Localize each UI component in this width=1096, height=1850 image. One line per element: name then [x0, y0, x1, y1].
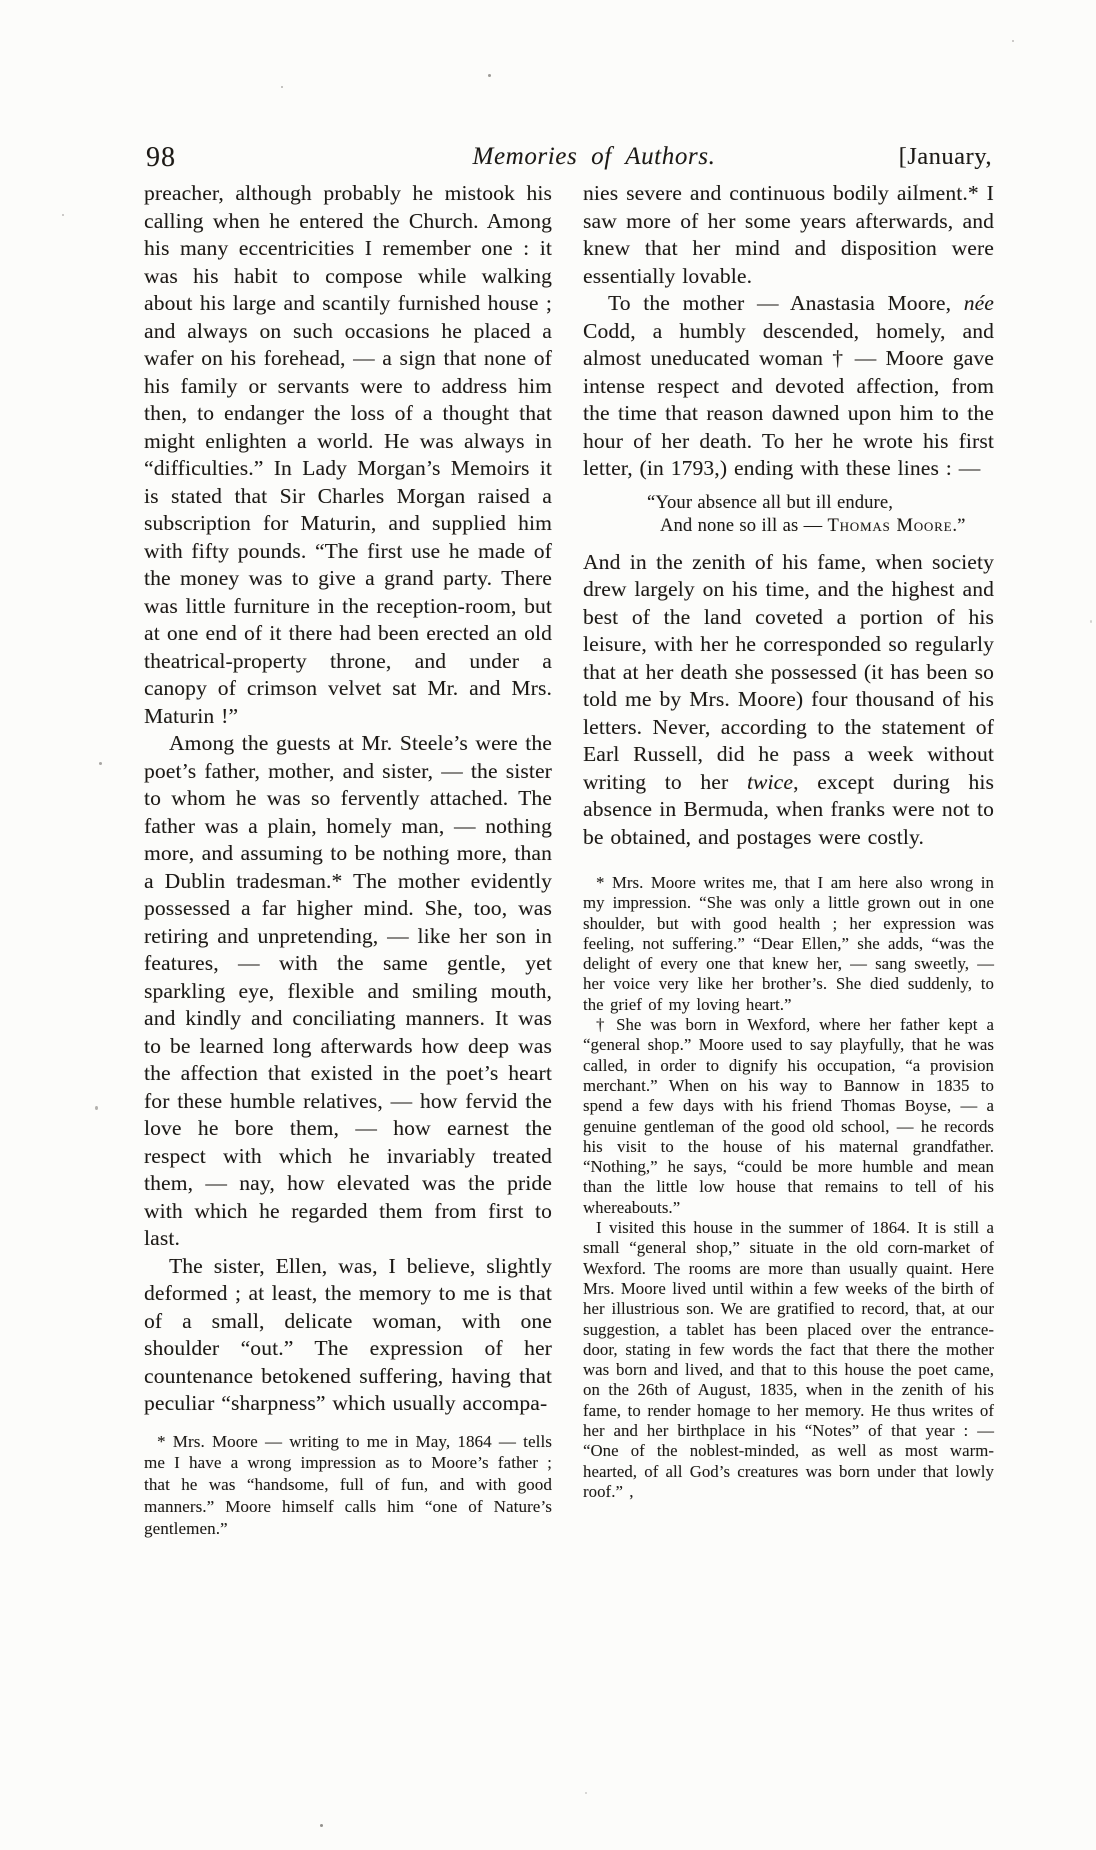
footnote [583, 1015, 994, 1218]
text-run: The sister, Ellen, was, I believe, slightly deformed ; at least, the memory to me is that of a small, delicate woman, with one shoulder “out.” The expression of her countenance betokened suffering, having that peculiar “sharpness” which usually accompa- [144, 1253, 552, 1415]
running-title: Memories of Authors. [472, 143, 716, 170]
scan-speck [62, 214, 64, 216]
text-run: * Mrs. Moore — writing to me in May, 1864 — tells me I have a wrong impression as to Moore’s father ; that he was “handsome, full of fun, and with good manners.” Moore himself calls him “one of Nature’s gentlemen.” [144, 1431, 552, 1538]
scan-speck [95, 1106, 98, 1110]
paragraph [144, 730, 552, 1253]
running-head [144, 138, 992, 176]
italic-text: twice [746, 769, 794, 794]
text-run: .” [952, 516, 966, 536]
text-run: nies severe and continuous bodily ailment.* I saw more of her some years afterwards, and knew that her mind and disposition were essentially lovable. [583, 181, 994, 288]
paragraph [583, 290, 994, 483]
italic-text: née [963, 291, 994, 315]
text-run: Among the guests at Mr. Steele’s were the poet’s father, mother, and sister, — the sister to whom he was so fervently attached. The father was a plain, homely man, — nothing more, and assuming to be nothing more, than a Dublin tradesman.* The mother evidently possessed a far higher mind. She, too, was retiring and unpretending, — like her son in features, — with the same gentle, yet sparkling eye, flexible and smiling mouth, and kindly and conciliating manners. It was to be learned long afterwards how deep was the affection that existed in the poet’s heart for these humble relatives, — how fervid the love he bore them, — how earnest the respect with which he invariably treated them, — nay, how elevated was the pride with which he regarded them from first to last. [144, 731, 552, 1250]
scan-speck [320, 1824, 323, 1827]
small-caps-text: Thomas Moore [827, 516, 953, 536]
text-run: , except during his absence in Bermuda, when franks were not to be obtained, and postages were costly. [583, 769, 995, 849]
scan-speck [99, 762, 102, 765]
scan-speck [916, 184, 918, 186]
text-run: “Your absence all but ill endure, [647, 492, 894, 513]
left-column [144, 180, 552, 1539]
verse-quotation [647, 492, 994, 539]
left-footnotes [144, 1431, 552, 1540]
right-footnotes [583, 873, 994, 1502]
verse-line [647, 515, 994, 539]
scan-speck [585, 1792, 587, 1794]
scan-speck [488, 74, 491, 77]
footnote [583, 1218, 994, 1502]
scan-speck [1012, 40, 1014, 42]
scan-speck [1090, 620, 1092, 623]
text-run: And none so ill as — [660, 516, 828, 536]
text-run: * Mrs. Moore writes me, that I am here also wrong in my impression. “She was only a little grown out in one shoulder, but with good health ; her expression was feeling, not suffering.” “Dear Ellen,” she adds, “was the delight of every one that knew her, — sang sweetly, — her voice very like her brother’s. She died suddenly, to the grief of my loving heart.” [583, 873, 994, 1014]
verse-line [647, 492, 994, 516]
text-run: I visited this house in the summer of 1864. It is still a small “general shop,” situate in the old corn-market of Wexford. The rooms are more than usually quaint. Here Mrs. Moore lived until within a few weeks of the birth of her illustrious son. We are gratified to record, that, at our suggestion, a tablet has been placed over the entrance-door, stating in few words the fact that there the mother was born and lived, and that to this house the poet came, on the 26th of August, 1835, when in the zenith of his fame, to render homage to her memory. He thus writes of her and her birthplace in his “Notes” of that year : — “One of the noblest-minded, as well as most warm-hearted, of all God’s creatures was born under that lowly roof.” , [583, 1218, 994, 1501]
text-run: Codd, a humbly descended, homely, and almost uneducated woman † — Moore gave intense respect and devoted affection, from the time that reason dawned upon him to the hour of her death. To her he wrote his first letter, (in 1793,) ending with these lines : — [583, 318, 994, 480]
paragraph [144, 180, 552, 730]
text-run: preacher, although probably he mistook his calling when he entered the Church. Among his many eccentricities I remember one : it was his habit to compose while walking about his large and scantily furnished house ; and always on such occasions he placed a wafer on his forehead, — a sign that none of his family or servants were to address him then, to endanger the loss of a thought that might enlighten a world. He was always in “difficulties.” In Lady Morgan’s Memoirs it is stated that Sir Charles Morgan raised a subscription for Maturin, and supplied him with fifty pounds. “The first use he made of the money was to give a grand party. There was little furniture in the reception-room, but at one end of it there had been erected an old theatrical-property throne, and under a canopy of crimson velvet sat Mr. and Mrs. Maturin !” [144, 181, 552, 728]
text-run: And in the zenith of his fame, when society drew largely on his time, and the highest and best of the land coveted a portion of his leisure, with her he corresponded so regularly that at her death she possessed (it has been so told me by Mrs. Moore) four thousand of his letters. Never, according to the statement of Earl Russell, did he pass a week without writing to her [583, 549, 994, 794]
paragraph [583, 549, 994, 852]
paragraph [583, 180, 994, 290]
footnote [144, 1431, 552, 1540]
page-number: 98 [146, 142, 176, 173]
text-run: To the mother — Anastasia Moore, [608, 291, 964, 315]
paragraph [144, 1253, 552, 1418]
text-run: † She was born in Wexford, where her father kept a “general shop.” Moore used to say playfully, that he was called, in order to dignify his occupation, “a provision merchant.” When on his way to Bannow in 1835 to spend a few days with his friend Thomas Boyse, — a genuine gentleman of the good old school, — he records his visit to the house of his maternal grandfather. “Nothing,” he says, “could be more humble and mean than the little low house that remains to tell of his whereabouts.” [583, 1015, 994, 1217]
issue-date: [January, [898, 143, 992, 170]
right-column [583, 180, 994, 1502]
footnote [583, 873, 994, 1015]
scan-speck [281, 86, 283, 88]
